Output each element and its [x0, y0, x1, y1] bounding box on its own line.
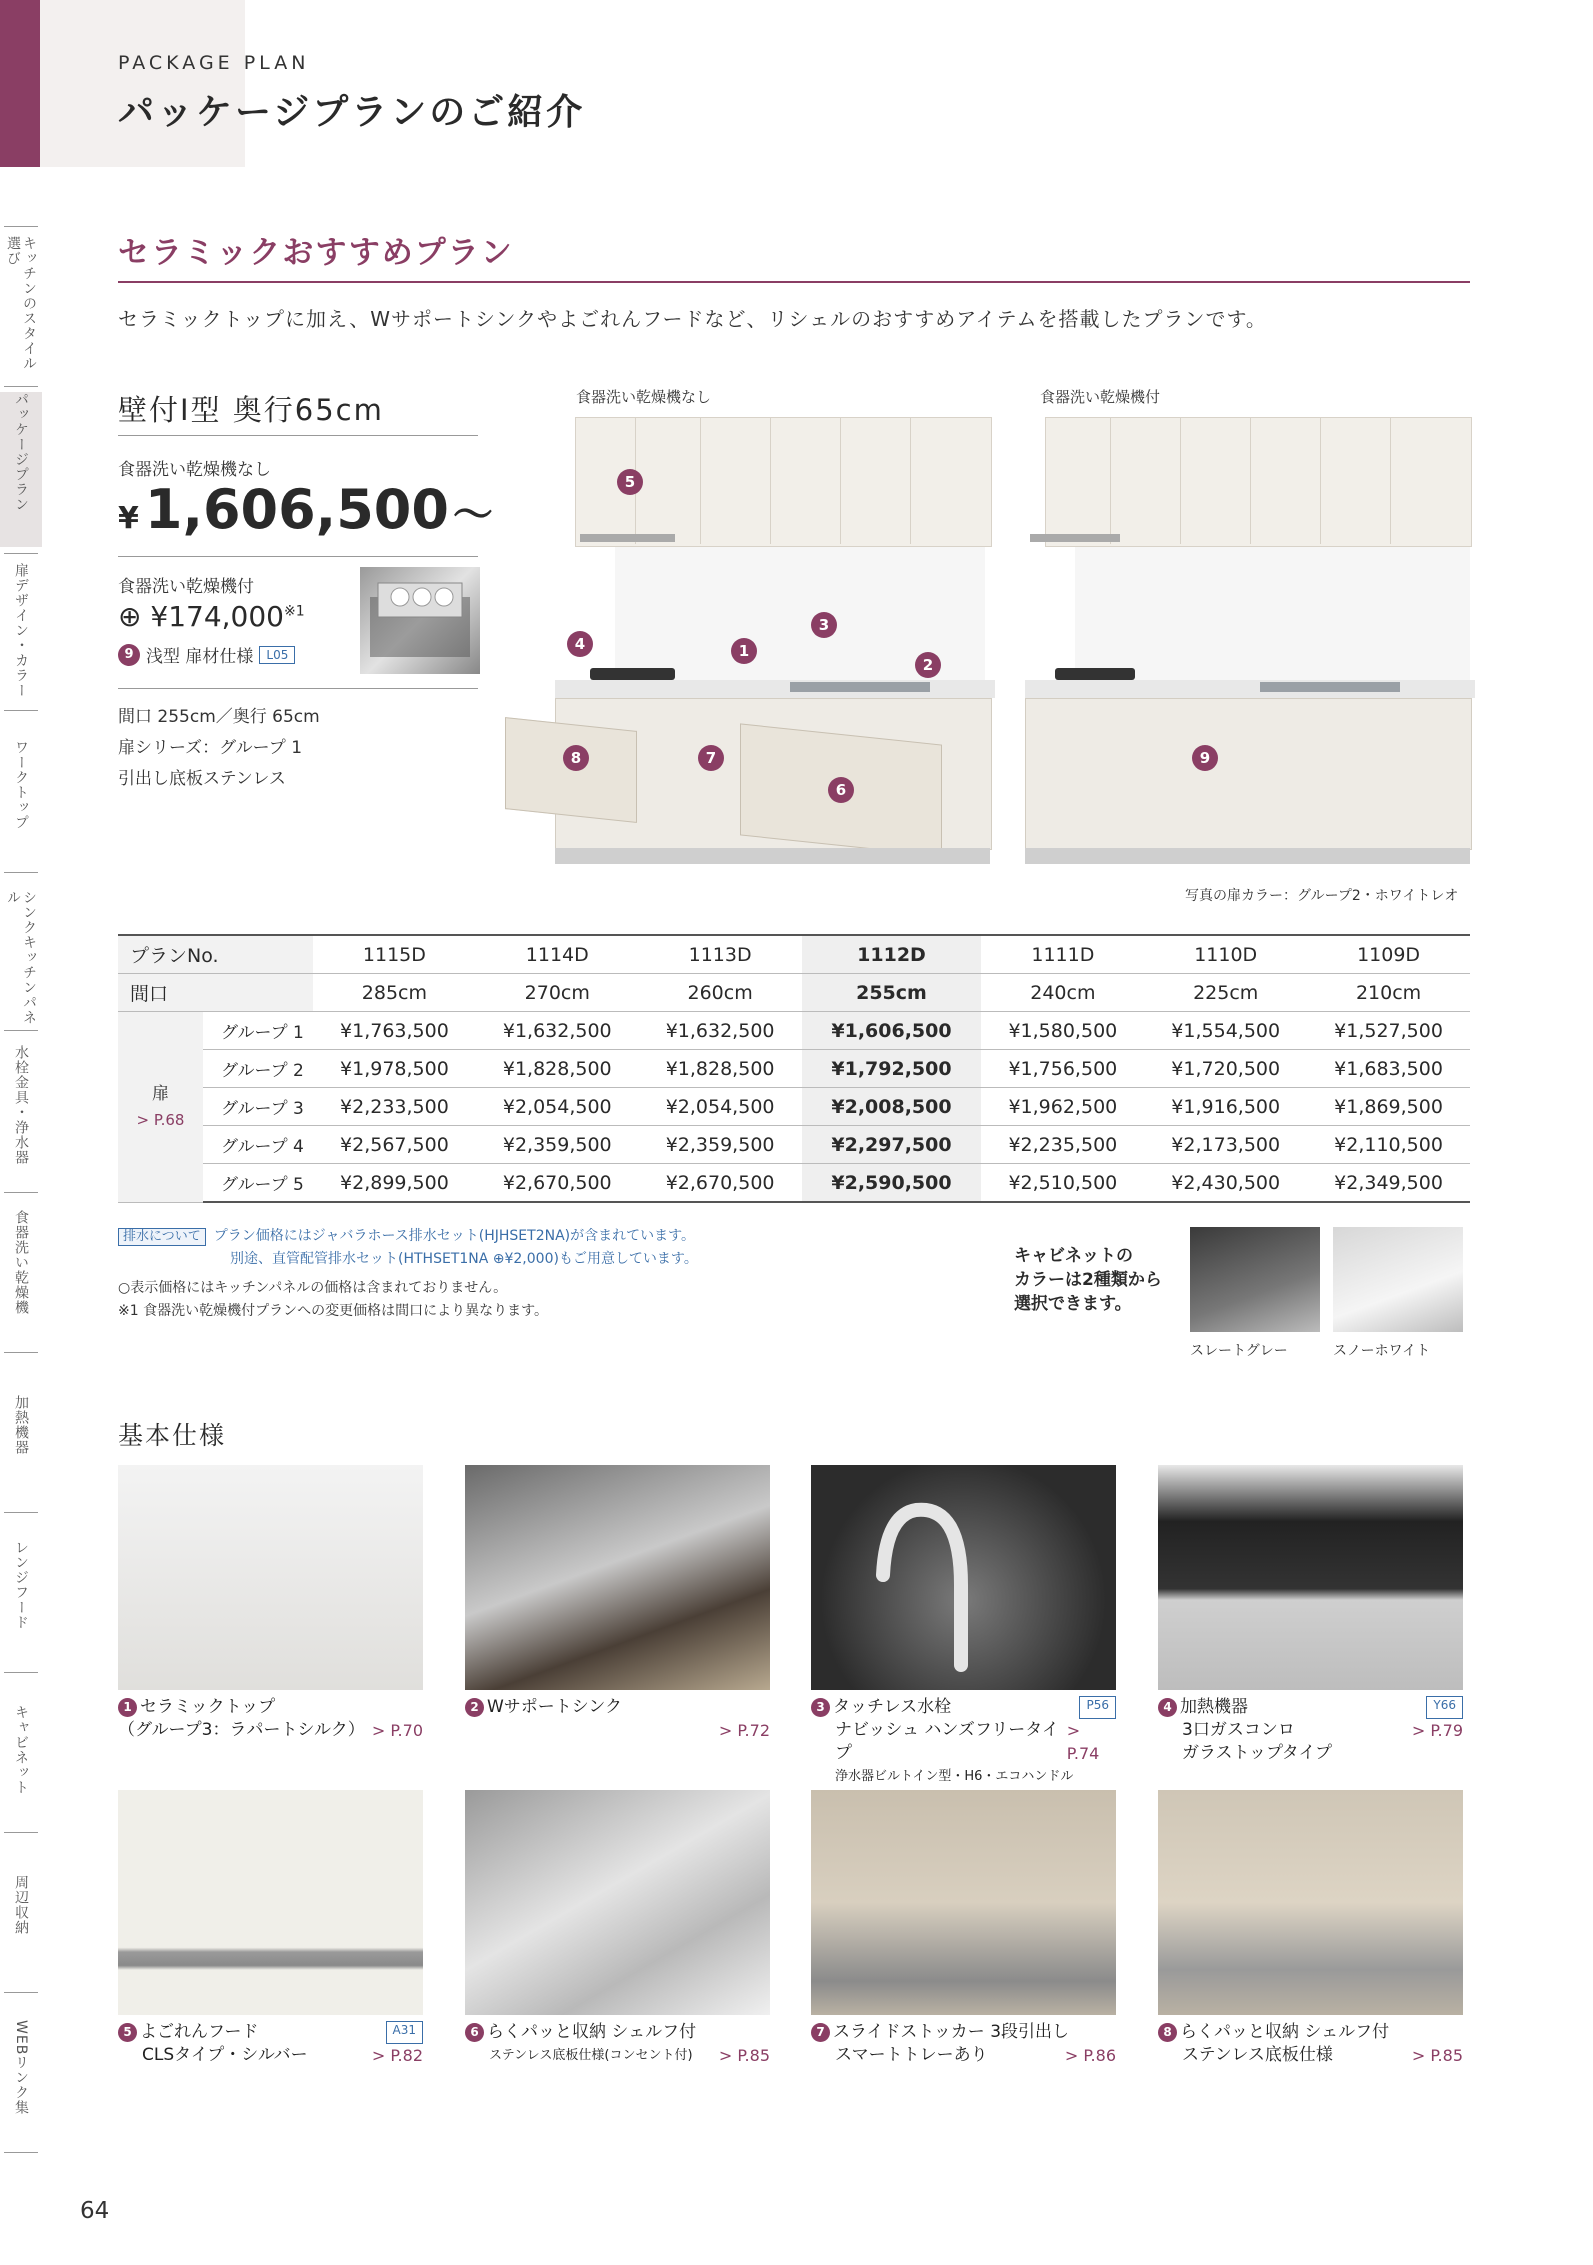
table-row	[118, 1126, 1470, 1164]
touchless-faucet-photo	[811, 1465, 1116, 1690]
table-cell: ¥1,632,500	[639, 1012, 802, 1050]
table-cell-highlight: ¥1,606,500	[802, 1012, 982, 1050]
table-cell: ¥1,916,500	[1144, 1088, 1307, 1126]
page-ref-link[interactable]: > P.79	[1411, 1721, 1463, 1740]
table-cell: ¥2,054,500	[639, 1088, 802, 1126]
kitchen-photo-left	[515, 412, 995, 872]
side-item-range-hood[interactable]: レンジフード	[13, 1540, 29, 1630]
group-label: グループ 3	[203, 1088, 313, 1126]
dishwasher-drawing	[360, 567, 480, 674]
page-ref-link[interactable]: > P.86	[1064, 2046, 1116, 2065]
base-cabinet	[1025, 698, 1472, 850]
countertop	[1025, 680, 1475, 698]
table-cell: 1114D	[476, 935, 639, 974]
photo-left-label: 食器洗い乾燥機なし	[576, 388, 712, 406]
group-label: グループ 5	[203, 1164, 313, 1203]
table-header: プランNo.	[118, 935, 313, 974]
table-cell: ¥1,580,500	[981, 1012, 1144, 1050]
side-item-dishwasher[interactable]: 食器洗い乾燥機	[13, 1210, 29, 1315]
table-row	[118, 1012, 1470, 1050]
wall-panel	[1075, 547, 1470, 687]
side-item-door-design[interactable]: 扉デザイン・カラー	[13, 563, 29, 698]
shelf-drawer-steel-photo	[1158, 1790, 1463, 2015]
spec-item-7: 7 スライドストッカー 3段引出し スマートトレーあり > P.86	[811, 2021, 1116, 2067]
table-row	[118, 1164, 1470, 1203]
divider	[118, 688, 478, 689]
marker-6: 6	[828, 777, 854, 803]
group-label: グループ 4	[203, 1126, 313, 1164]
side-item-kitchen-style[interactable]: キッチンのスタイル選び	[5, 236, 37, 371]
ceramic-top-photo	[118, 1465, 423, 1690]
table-cell-highlight: ¥1,792,500	[802, 1050, 982, 1088]
page-title: パッケージプランのご紹介	[118, 92, 586, 133]
sink	[790, 682, 930, 692]
shelf-drawer-photo	[465, 1790, 770, 2015]
table-cell: 1115D	[313, 935, 476, 974]
table-cell: ¥1,554,500	[1144, 1012, 1307, 1050]
table-cell: ¥2,349,500	[1307, 1164, 1470, 1203]
table-cell: ¥2,430,500	[1144, 1164, 1307, 1203]
table-cell: ¥1,683,500	[1307, 1050, 1470, 1088]
table-cell: 270cm	[476, 974, 639, 1012]
note-1: ○表示価格にはキッチンパネルの価格は含まれておりません。	[118, 1280, 508, 1296]
group-label: グループ 1	[203, 1012, 313, 1050]
model-heading: 壁付I型 奥行65cm	[118, 393, 384, 427]
marker-8: 8	[563, 745, 589, 771]
table-cell: 225cm	[1144, 974, 1307, 1012]
side-item-package-plan[interactable]: パッケージプラン	[0, 392, 42, 547]
page-ref-link[interactable]: > P.72	[718, 1721, 770, 1740]
side-item-web-links[interactable]: WEBリンク集	[13, 2020, 29, 2116]
marker-7: 7	[698, 745, 724, 771]
marker-3: 3	[811, 612, 837, 638]
table-cell: 240cm	[981, 974, 1144, 1012]
header-label: PACKAGE PLAN	[118, 52, 310, 74]
marker-2: 2	[915, 652, 941, 678]
spec-title: 基本仕様	[118, 1421, 227, 1450]
side-divider	[4, 226, 38, 227]
table-header: 間口	[118, 974, 313, 1012]
spec-item-3: 3 タッチレス水栓 P56 ナビッシュ ハンズフリータイプ > P.74 浄水器ビルトイン型・H6・エコハンドル	[811, 1696, 1116, 1788]
plinth	[555, 848, 990, 864]
spec-line: 間口 255cm／奥行 65cm	[118, 707, 320, 727]
side-divider	[4, 1832, 38, 1833]
table-cell: ¥2,173,500	[1144, 1126, 1307, 1164]
side-divider	[4, 710, 38, 711]
side-divider	[4, 1352, 38, 1353]
table-cell-highlight: 1112D	[802, 935, 982, 974]
table-cell: ¥2,235,500	[981, 1126, 1144, 1164]
table-cell-highlight: ¥2,297,500	[802, 1126, 982, 1164]
photo-caption: 写真の扉カラー：グループ2・ホワイトレオ	[1185, 888, 1459, 904]
side-item-heating[interactable]: 加熱機器	[13, 1395, 29, 1455]
side-divider	[4, 1672, 38, 1673]
side-divider	[4, 1030, 38, 1031]
cabinet-color-text: キャビネットの カラーは2種類から 選択できます。	[1014, 1246, 1162, 1314]
spec-item-4: 4 加熱機器 Y66 3口ガスコンロ > P.79 ガラストップタイプ	[1158, 1696, 1463, 1765]
door-page-link[interactable]: > P.68	[136, 1110, 185, 1129]
side-item-worktop[interactable]: ワークトップ	[13, 740, 29, 830]
header-accent-bar	[0, 0, 40, 167]
slide-stocker-photo	[811, 1790, 1116, 2015]
spec-tag: Y66	[1426, 1696, 1463, 1719]
page-ref-link[interactable]: > P.74	[1066, 1721, 1100, 1763]
gas-stove-photo	[1158, 1465, 1463, 1690]
side-divider	[4, 872, 38, 873]
marker-4: 4	[567, 631, 593, 657]
drain-note-2: 別途、直管配管排水セット(HTHSET1NA ⊕¥2,000)もご用意しています。	[230, 1251, 698, 1267]
spec-tag: P56	[1079, 1696, 1116, 1719]
range-hood	[1030, 534, 1120, 542]
marker-1: 1	[731, 638, 757, 664]
door-group-header: 扉 > P.68	[118, 1012, 203, 1203]
option-item: 9 浅型 扉材仕様 L05	[118, 642, 295, 667]
color-label: スレートグレー	[1190, 1343, 1288, 1359]
side-divider	[4, 1512, 38, 1513]
side-divider	[4, 1192, 38, 1193]
table-row-width	[118, 974, 1470, 1012]
table-row-plan	[118, 935, 1470, 974]
marker-9: 9	[1192, 745, 1218, 771]
side-item-sink[interactable]: シンクキッチンパネル	[5, 890, 37, 1025]
page-ref-link[interactable]: > P.85	[1411, 2046, 1463, 2065]
page-number: 64	[80, 2198, 110, 2224]
drain-tag: 排水について	[118, 1228, 206, 1246]
option-tag: L05	[259, 646, 295, 664]
table-cell: ¥2,899,500	[313, 1164, 476, 1203]
table-cell: 260cm	[639, 974, 802, 1012]
spec-list	[118, 702, 320, 795]
no-dishwasher-label: 食器洗い乾燥機なし	[118, 460, 271, 480]
divider	[118, 435, 478, 436]
page-ref-link[interactable]: > P.85	[718, 2046, 770, 2065]
notes	[118, 1225, 698, 1323]
slate-gray-cabinet-photo	[1190, 1227, 1320, 1332]
side-item-storage[interactable]: 周辺収納	[13, 1875, 29, 1935]
spec-line: 扉シリーズ：グループ 1	[118, 738, 303, 758]
table-cell: ¥2,359,500	[476, 1126, 639, 1164]
section-intro: セラミックトップに加え、Wサポートシンクやよごれんフードなど、リシェルのおすすめアイテムを搭載したプランです。	[118, 307, 1267, 331]
table-cell: ¥1,720,500	[1144, 1050, 1307, 1088]
section-title: セラミックおすすめプラン	[118, 235, 514, 271]
w-support-sink-photo	[465, 1465, 770, 1690]
range-hood	[580, 534, 675, 542]
base-price: ¥ 1,606,500 ～	[118, 478, 493, 541]
faucet-icon	[811, 1465, 1116, 1690]
table-cell-highlight: ¥2,590,500	[802, 1164, 982, 1203]
cooktop	[1055, 668, 1135, 680]
table-row	[118, 1050, 1470, 1088]
spec-item-1: 1 セラミックトップ （グループ3：ラパートシルク） > P.70	[118, 1697, 423, 1740]
table-cell: 1111D	[981, 935, 1144, 974]
sink	[1260, 682, 1400, 692]
table-cell: 1110D	[1144, 935, 1307, 974]
spec-item-6: 6 らくパッと収納 シェルフ付 ステンレス底板仕様(コンセント付) > P.85	[465, 2021, 770, 2067]
cooktop	[590, 668, 675, 680]
photo-right-label: 食器洗い乾燥機付	[1040, 388, 1161, 406]
page-ref-link[interactable]: > P.70	[371, 1721, 423, 1740]
side-divider	[4, 553, 38, 554]
table-cell: ¥1,962,500	[981, 1088, 1144, 1126]
spec-tag: A31	[386, 2021, 423, 2044]
drain-note: 排水について プラン価格にはジャバラホース排水セット(HJHSET2NA)が含まれています。	[118, 1225, 698, 1248]
table-cell: ¥1,828,500	[476, 1050, 639, 1088]
table-cell: ¥1,756,500	[981, 1050, 1144, 1088]
table-cell: ¥1,828,500	[639, 1050, 802, 1088]
dishwasher-photo	[360, 567, 480, 674]
spec-item-2: 2 Wサポートシンク > P.72	[465, 1696, 770, 1743]
table-cell: 210cm	[1307, 974, 1470, 1012]
side-item-cabinet[interactable]: キャビネット	[13, 1705, 29, 1795]
table-cell-highlight: 255cm	[802, 974, 982, 1012]
table-cell: ¥2,110,500	[1307, 1126, 1470, 1164]
table-cell: ¥2,054,500	[476, 1088, 639, 1126]
table-cell: ¥1,978,500	[313, 1050, 476, 1088]
table-cell-highlight: ¥2,008,500	[802, 1088, 982, 1126]
kitchen-photo-right	[1015, 412, 1475, 872]
table-cell: ¥2,670,500	[476, 1164, 639, 1203]
price-table	[118, 934, 1470, 1203]
color-label: スノーホワイト	[1333, 1343, 1431, 1359]
with-dishwasher-label: 食器洗い乾燥機付	[118, 577, 254, 597]
table-cell: ¥1,869,500	[1307, 1088, 1470, 1126]
table-cell: 285cm	[313, 974, 476, 1012]
table-row	[118, 1088, 1470, 1126]
spec-item-5: 5 よごれんフード A31 CLSタイプ・シルバー > P.82	[118, 2021, 423, 2067]
item-number-badge: 9	[118, 644, 140, 666]
table-cell: ¥1,763,500	[313, 1012, 476, 1050]
marker-5: 5	[617, 469, 643, 495]
section-rule	[118, 281, 1470, 283]
table-cell: ¥2,670,500	[639, 1164, 802, 1203]
table-cell: ¥1,632,500	[476, 1012, 639, 1050]
group-label: グループ 2	[203, 1050, 313, 1088]
side-divider	[4, 386, 38, 387]
snow-white-cabinet-photo	[1333, 1227, 1463, 1332]
table-cell: ¥2,510,500	[981, 1164, 1144, 1203]
table-cell: ¥2,233,500	[313, 1088, 476, 1126]
spec-line: 引出し底板ステンレス	[118, 769, 286, 789]
range-hood-photo	[118, 1790, 423, 2015]
plinth	[1025, 848, 1470, 864]
table-cell: ¥2,359,500	[639, 1126, 802, 1164]
table-cell: 1109D	[1307, 935, 1470, 974]
side-item-faucet[interactable]: 水栓金具・浄水器	[13, 1045, 29, 1165]
table-cell: ¥2,567,500	[313, 1126, 476, 1164]
table-cell: ¥1,527,500	[1307, 1012, 1470, 1050]
divider	[118, 556, 478, 557]
page-ref-link[interactable]: > P.82	[371, 2046, 423, 2065]
spec-item-8: 8 らくパッと収納 シェルフ付 ステンレス底板仕様 > P.85	[1158, 2021, 1463, 2067]
table-cell: 1113D	[639, 935, 802, 974]
side-divider	[4, 1992, 38, 1993]
note-2: ※1 食器洗い乾燥機付プランへの変更価格は間口により異なります。	[118, 1303, 548, 1319]
side-divider	[4, 2152, 38, 2153]
option-price: ⊕ ¥174,000$^{※1}$	[118, 600, 305, 633]
